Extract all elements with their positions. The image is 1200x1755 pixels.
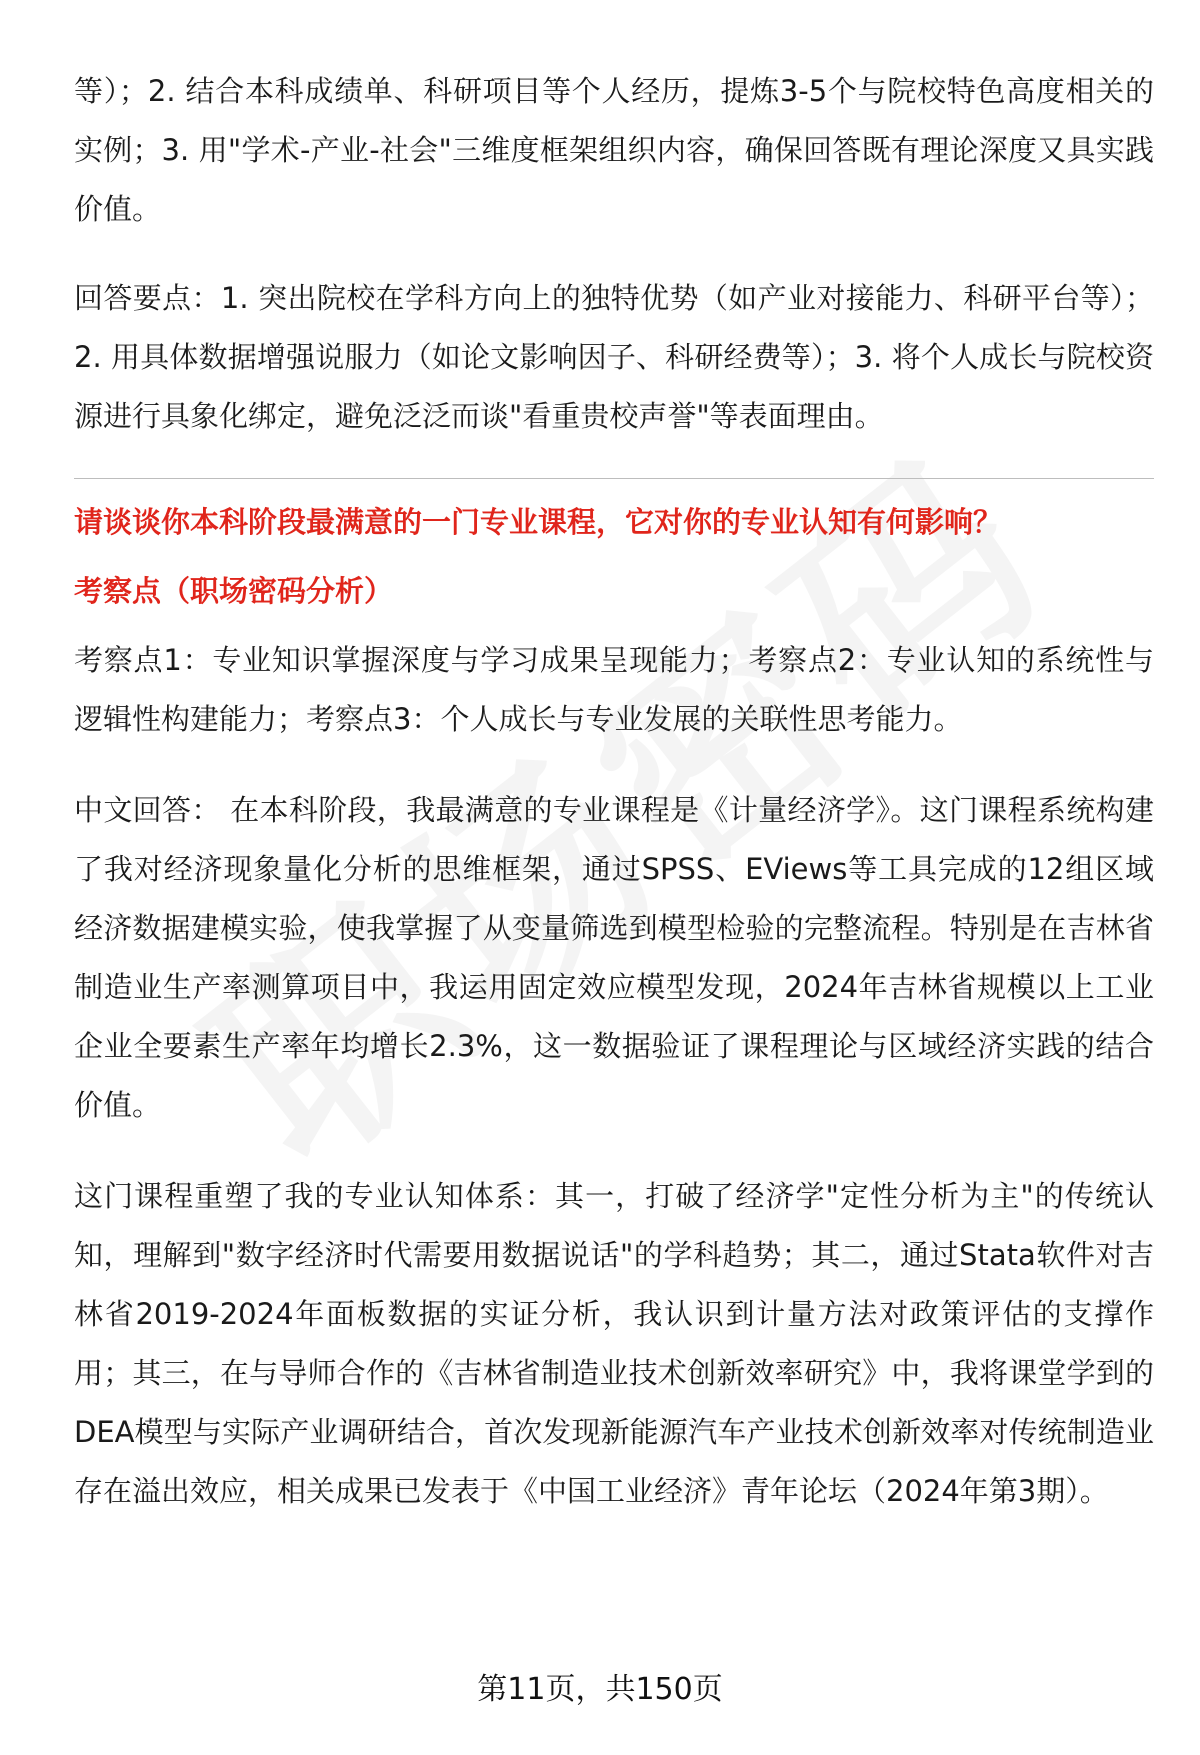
page-number-footer: 第11页，共150页 — [477, 1672, 723, 1707]
paragraph-answer-points: 回答要点：1. 突出院校在学科方向上的独特优势（如产业对接能力、科研平台等）；2. 用具体数据增强说服力（如论文影响因子、科研经费等）；3. 将个人成长与院校资源进行具象化绑定，避免泛泛而谈"看重贵校声誉"等表面理由。 — [74, 281, 1154, 433]
section-divider — [74, 478, 1154, 479]
document-body — [74, 62, 1154, 1521]
paragraph-chinese-answer: 中文回答： 在本科阶段，我最满意的专业课程是《计量经济学》。这门课程系统构建了我对经济现象量化分析的思维框架，通过SPSS、EViews等工具完成的12组区域经济数据建模实验，使我掌握了从变量筛选到模型检验的完整流程。特别是在吉林省制造业生产率测算项目中，我运用固定效应模型发现，2024年吉林省规模以上工业企业全要素生产率年均增长2.3%，这一数据验证了课程理论与区域经济实践的结合价值。 — [74, 793, 1154, 1122]
exam-points-heading: 考察点（职场密码分析） — [74, 574, 394, 608]
question-heading: 请谈谈你本科阶段最满意的一门专业课程，它对你的专业认知有何影响？ — [74, 505, 1003, 539]
paragraph-course-impact: 这门课程重塑了我的专业认知体系：其一，打破了经济学"定性分析为主"的传统认知，理解到"数字经济时代需要用数据说话"的学科趋势；其二，通过Stata软件对吉林省2019-2024年面板数据的实证分析，我认识到计量方法对政策评估的支撑作用；其三，在与导师合作的《吉林省制造业技术创新效率研究》中，我将课堂学到的DEA模型与实际产业调研结合，首次发现新能源汽车产业技术创新效率对传统制造业存在溢出效应，相关成果已发表于《中国工业经济》青年论坛（2024年第3期）。 — [74, 1179, 1154, 1508]
paragraph-continuation: 等）；2. 结合本科成绩单、科研项目等个人经历，提炼3-5个与院校特色高度相关的实例；3. 用"学术-产业-社会"三维度框架组织内容，确保回答既有理论深度又具实践价值。 — [74, 74, 1154, 226]
paragraph-exam-points: 考察点1：专业知识掌握深度与学习成果呈现能力；考察点2：专业认知的系统性与逻辑性构建能力；考察点3：个人成长与专业发展的关联性思考能力。 — [74, 643, 1154, 736]
